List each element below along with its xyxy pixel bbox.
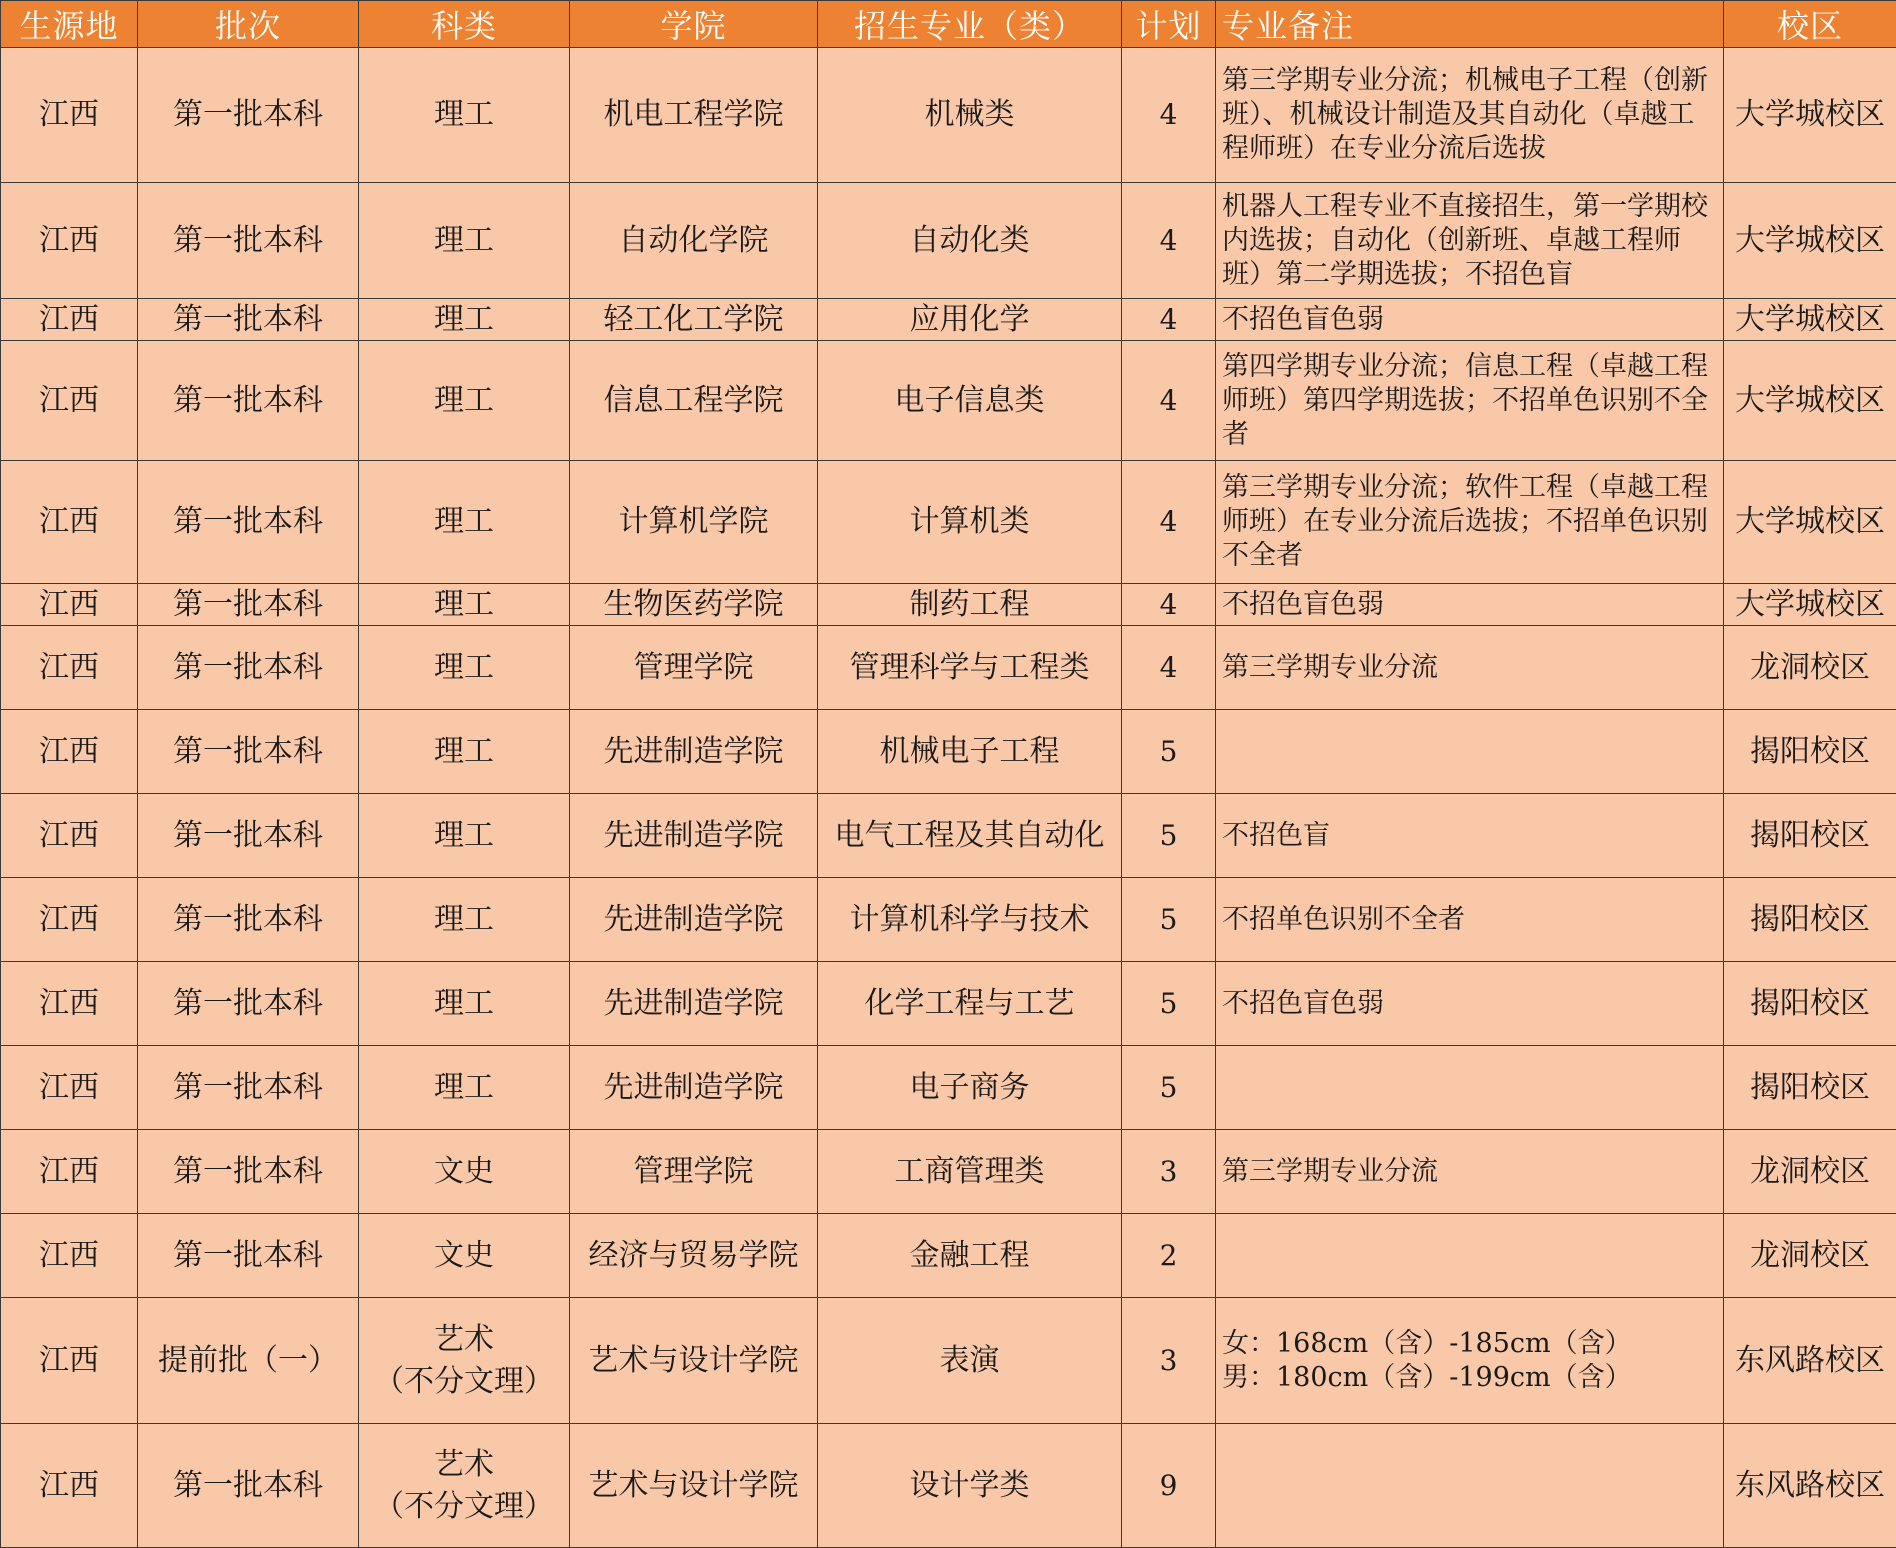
cell-campus: 东风路校区: [1724, 1424, 1896, 1548]
cell-category: [359, 1298, 570, 1424]
cell-batch: 第一批本科: [138, 962, 359, 1046]
cell-category: 理工: [359, 626, 570, 710]
cell-college: 经济与贸易学院: [570, 1214, 818, 1298]
table-row: [1, 183, 1896, 299]
cell-note: 不招单色识别不全者: [1216, 878, 1724, 962]
cell-major: 制药工程: [818, 584, 1122, 626]
cell-origin: 江西: [1, 626, 138, 710]
cell-college: 自动化学院: [570, 183, 818, 299]
cell-college: 信息工程学院: [570, 341, 818, 461]
cell-batch: 第一批本科: [138, 461, 359, 584]
cell-college: 计算机学院: [570, 461, 818, 584]
cell-note: [1216, 1424, 1724, 1548]
cell-major: 电子信息类: [818, 341, 1122, 461]
cell-college: 轻工化工学院: [570, 299, 818, 341]
cell-campus: 揭阳校区: [1724, 710, 1896, 794]
cell-note: [1216, 710, 1724, 794]
cell-campus: 大学城校区: [1724, 183, 1896, 299]
table-row: [1, 878, 1896, 962]
cell-note: 第三学期专业分流: [1216, 626, 1724, 710]
cell-origin: 江西: [1, 710, 138, 794]
table-row: [1, 1130, 1896, 1214]
cell-campus: 龙洞校区: [1724, 1130, 1896, 1214]
header-origin: 生源地: [1, 1, 138, 48]
category-line-1: 艺术: [359, 1444, 569, 1486]
cell-major: 电子商务: [818, 1046, 1122, 1130]
cell-origin: 江西: [1, 1298, 138, 1424]
cell-campus: 大学城校区: [1724, 341, 1896, 461]
cell-major: 化学工程与工艺: [818, 962, 1122, 1046]
table-row: [1, 341, 1896, 461]
cell-major: 自动化类: [818, 183, 1122, 299]
cell-college: 管理学院: [570, 626, 818, 710]
cell-major: 金融工程: [818, 1214, 1122, 1298]
category-line-1: 艺术: [359, 1319, 569, 1361]
cell-plan: 9: [1122, 1424, 1216, 1548]
cell-campus: 大学城校区: [1724, 584, 1896, 626]
cell-origin: 江西: [1, 878, 138, 962]
cell-plan: 4: [1122, 626, 1216, 710]
header-plan: 计划: [1122, 1, 1216, 48]
header-major: 招生专业（类）: [818, 1, 1122, 48]
cell-note: 第三学期专业分流；机械电子工程（创新班）、机械设计制造及其自动化（卓越工程师班）在专业分流后选拔: [1216, 48, 1724, 183]
cell-batch: 第一批本科: [138, 1424, 359, 1548]
cell-category: 理工: [359, 962, 570, 1046]
table-row: [1, 710, 1896, 794]
cell-category: 文史: [359, 1214, 570, 1298]
cell-origin: 江西: [1, 1424, 138, 1548]
cell-origin: 江西: [1, 1130, 138, 1214]
cell-note: [1216, 1214, 1724, 1298]
cell-college: 机电工程学院: [570, 48, 818, 183]
cell-category: 理工: [359, 48, 570, 183]
cell-plan: 3: [1122, 1298, 1216, 1424]
table-row: [1, 299, 1896, 341]
header-campus: 校区: [1724, 1, 1896, 48]
cell-batch: 第一批本科: [138, 710, 359, 794]
cell-origin: 江西: [1, 794, 138, 878]
cell-category: 理工: [359, 878, 570, 962]
cell-origin: 江西: [1, 48, 138, 183]
note-line-1: 女：168cm（含）-185cm（含）: [1222, 1327, 1715, 1361]
cell-plan: 5: [1122, 878, 1216, 962]
cell-plan: 2: [1122, 1214, 1216, 1298]
header-batch: 批次: [138, 1, 359, 48]
cell-batch: 第一批本科: [138, 341, 359, 461]
cell-major: 工商管理类: [818, 1130, 1122, 1214]
table-row: [1, 962, 1896, 1046]
header-category: 科类: [359, 1, 570, 48]
cell-college: 先进制造学院: [570, 794, 818, 878]
cell-batch: 提前批（一）: [138, 1298, 359, 1424]
cell-campus: 东风路校区: [1724, 1298, 1896, 1424]
cell-campus: 揭阳校区: [1724, 794, 1896, 878]
cell-note: [1216, 1298, 1724, 1424]
header-college: 学院: [570, 1, 818, 48]
table-row: [1, 1424, 1896, 1548]
cell-major: 机械类: [818, 48, 1122, 183]
cell-category: 理工: [359, 710, 570, 794]
cell-college: 先进制造学院: [570, 878, 818, 962]
cell-college: 先进制造学院: [570, 1046, 818, 1130]
category-line-2: （不分文理）: [359, 1486, 569, 1528]
cell-category: 理工: [359, 794, 570, 878]
table-row: [1, 1298, 1896, 1424]
cell-origin: 江西: [1, 584, 138, 626]
cell-plan: 5: [1122, 710, 1216, 794]
cell-batch: 第一批本科: [138, 1214, 359, 1298]
table-row: [1, 794, 1896, 878]
table-row: [1, 584, 1896, 626]
cell-batch: 第一批本科: [138, 48, 359, 183]
table-row: [1, 461, 1896, 584]
cell-plan: 4: [1122, 584, 1216, 626]
cell-major: 电气工程及其自动化: [818, 794, 1122, 878]
cell-plan: 4: [1122, 183, 1216, 299]
header-note: 专业备注: [1216, 1, 1724, 48]
cell-major: 设计学类: [818, 1424, 1122, 1548]
cell-campus: 龙洞校区: [1724, 1214, 1896, 1298]
table-row: [1, 626, 1896, 710]
cell-category: 理工: [359, 341, 570, 461]
cell-note: 不招色盲色弱: [1216, 299, 1724, 341]
cell-batch: 第一批本科: [138, 1130, 359, 1214]
cell-origin: 江西: [1, 962, 138, 1046]
cell-note: 不招色盲色弱: [1216, 584, 1724, 626]
cell-campus: 大学城校区: [1724, 299, 1896, 341]
cell-origin: 江西: [1, 299, 138, 341]
cell-note: 第三学期专业分流；软件工程（卓越工程师班）在专业分流后选拔；不招单色识别不全者: [1216, 461, 1724, 584]
cell-campus: 揭阳校区: [1724, 962, 1896, 1046]
cell-note: 第四学期专业分流；信息工程（卓越工程师班）第四学期选拔；不招单色识别不全者: [1216, 341, 1724, 461]
cell-category: [359, 1424, 570, 1548]
cell-category: 理工: [359, 183, 570, 299]
cell-batch: 第一批本科: [138, 299, 359, 341]
cell-origin: 江西: [1, 1214, 138, 1298]
cell-major: 计算机类: [818, 461, 1122, 584]
cell-major: 管理科学与工程类: [818, 626, 1122, 710]
cell-plan: 4: [1122, 299, 1216, 341]
cell-origin: 江西: [1, 461, 138, 584]
cell-plan: 5: [1122, 794, 1216, 878]
category-line-2: （不分文理）: [359, 1361, 569, 1403]
cell-college: 管理学院: [570, 1130, 818, 1214]
note-line-2: 男：180cm（含）-199cm（含）: [1222, 1361, 1715, 1395]
table-row: [1, 1214, 1896, 1298]
cell-major: 表演: [818, 1298, 1122, 1424]
cell-category: 文史: [359, 1130, 570, 1214]
cell-origin: 江西: [1, 183, 138, 299]
cell-category: 理工: [359, 461, 570, 584]
cell-category: 理工: [359, 584, 570, 626]
cell-origin: 江西: [1, 341, 138, 461]
cell-college: 先进制造学院: [570, 710, 818, 794]
cell-category: 理工: [359, 299, 570, 341]
cell-note: 机器人工程专业不直接招生，第一学期校内选拔；自动化（创新班、卓越工程师班）第二学期选拔；不招色盲: [1216, 183, 1724, 299]
cell-category: 理工: [359, 1046, 570, 1130]
cell-plan: 4: [1122, 341, 1216, 461]
cell-campus: 揭阳校区: [1724, 1046, 1896, 1130]
cell-plan: 4: [1122, 461, 1216, 584]
cell-note: [1216, 1046, 1724, 1130]
cell-note: 第三学期专业分流: [1216, 1130, 1724, 1214]
table-row: [1, 1046, 1896, 1130]
cell-college: 艺术与设计学院: [570, 1298, 818, 1424]
cell-campus: 大学城校区: [1724, 48, 1896, 183]
cell-major: 计算机科学与技术: [818, 878, 1122, 962]
cell-origin: 江西: [1, 1046, 138, 1130]
cell-major: 机械电子工程: [818, 710, 1122, 794]
cell-plan: 5: [1122, 962, 1216, 1046]
header-row: [1, 1, 1896, 48]
cell-campus: 揭阳校区: [1724, 878, 1896, 962]
cell-batch: 第一批本科: [138, 183, 359, 299]
cell-plan: 3: [1122, 1130, 1216, 1214]
cell-note: 不招色盲色弱: [1216, 962, 1724, 1046]
cell-campus: 大学城校区: [1724, 461, 1896, 584]
cell-plan: 4: [1122, 48, 1216, 183]
cell-college: 生物医药学院: [570, 584, 818, 626]
cell-batch: 第一批本科: [138, 1046, 359, 1130]
cell-major: 应用化学: [818, 299, 1122, 341]
cell-college: 先进制造学院: [570, 962, 818, 1046]
cell-batch: 第一批本科: [138, 626, 359, 710]
cell-batch: 第一批本科: [138, 878, 359, 962]
cell-campus: 龙洞校区: [1724, 626, 1896, 710]
cell-batch: 第一批本科: [138, 794, 359, 878]
cell-batch: 第一批本科: [138, 584, 359, 626]
cell-college: 艺术与设计学院: [570, 1424, 818, 1548]
cell-note: 不招色盲: [1216, 794, 1724, 878]
table-row: [1, 48, 1896, 183]
cell-plan: 5: [1122, 1046, 1216, 1130]
